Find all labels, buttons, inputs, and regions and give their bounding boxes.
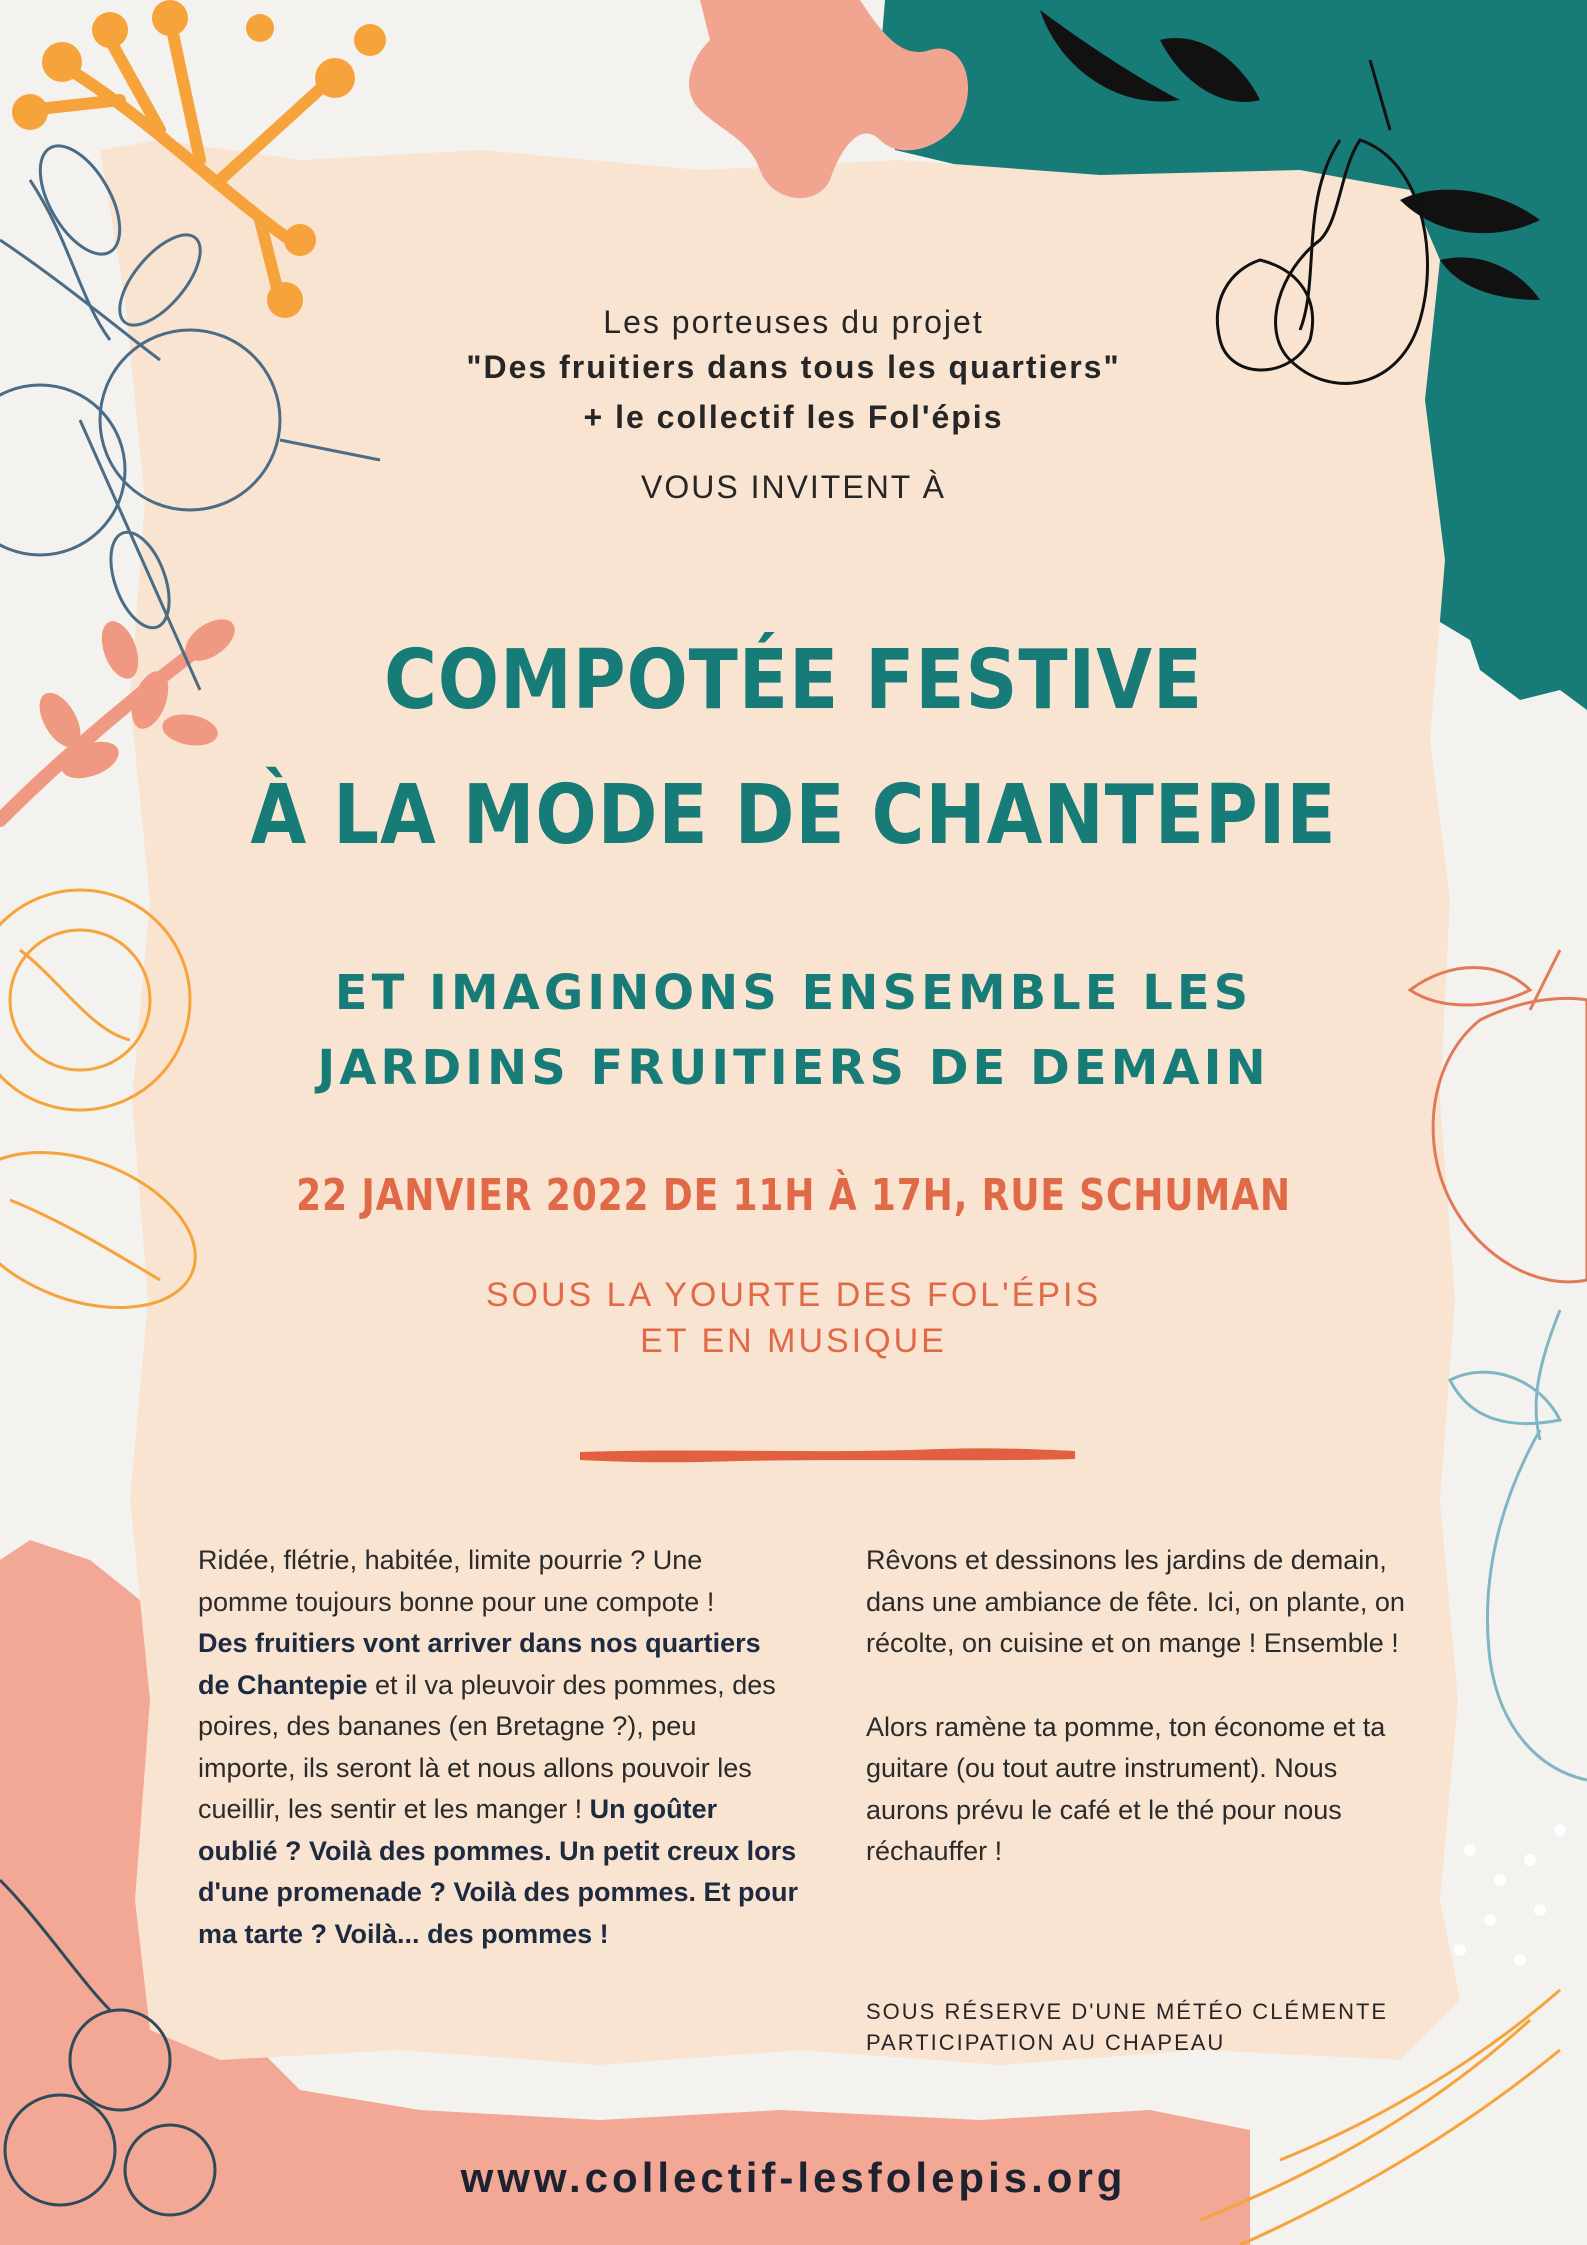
website-link[interactable]: www.collectif-lesfolepis.org <box>460 2154 1127 2201</box>
right-column <box>866 1540 1406 1873</box>
participation-note: PARTICIPATION AU CHAPEAU <box>866 2030 1226 2055</box>
left-paragraph-2 <box>198 1623 798 1955</box>
weather-note: SOUS RÉSERVE D'UNE MÉTÉO CLÉMENTE <box>866 1999 1389 2024</box>
event-date: 22 JANVIER 2022 DE 11H À 17H, RUE SCHUMAN <box>296 1170 1291 1221</box>
left-paragraph-2-bold: Des fruitiers vont arriver dans nos quartiers de Chantepie <box>198 1628 761 1700</box>
intro-line-4: VOUS INVITENT À <box>640 469 946 505</box>
right-paragraph-1: Rêvons et dessinons les jardins de demain, dans une ambiance de fête. Ici, on plante, on récolte, on cuisine et on mange ! Ensemble ! <box>866 1545 1405 1658</box>
event-title-line-2: À LA MODE DE CHANTEPIE <box>250 768 1337 863</box>
intro-line-3: + le collectif les Fol'épis <box>583 399 1004 435</box>
right-paragraph-2: Alors ramène ta pomme, ton économe et ta guitare (ou tout autre instrument). Nous aurons prévu le café et le thé pour nous réchauffer ! <box>866 1711 1386 1866</box>
pear-sketch-right <box>1450 1310 1587 1780</box>
venue-line-2: ET EN MUSIQUE <box>640 1322 947 1360</box>
intro-line-1: Les porteuses du projet <box>603 304 984 340</box>
left-column <box>198 1540 798 1955</box>
white-dots <box>1454 1824 1566 1966</box>
left-paragraph-1: Ridée, flétrie, habitée, limite pourrie ? Une pomme toujours bonne pour une compote ! <box>198 1545 715 1617</box>
subtitle-line-2: JARDINS FRUITIERS DE DEMAIN <box>317 1040 1270 1096</box>
subtitle-line-1: ET IMAGINONS ENSEMBLE LES <box>334 965 1253 1021</box>
left-paragraph-2-text: et il va pleuvoir des pommes, des poires, des bananes (en Bretagne ?), peu importe, ils seront là et nous allons pouvoir les cueillir, les sentir et les manger ! <box>198 1669 776 1824</box>
left-paragraph-2-bold-end: Un goûter oublié ? Voilà des pommes. Un petit creux lors d'une promenade ? Voilà des pommes. Et pour ma tarte ? Voilà... des pommes ! <box>198 1794 799 1949</box>
intro-line-2: "Des fruitiers dans tous les quartiers" <box>466 349 1121 385</box>
venue-line-1: SOUS LA YOURTE DES FOL'ÉPIS <box>485 1276 1102 1314</box>
event-title-line-1: COMPOTÉE FESTIVE <box>383 633 1204 728</box>
